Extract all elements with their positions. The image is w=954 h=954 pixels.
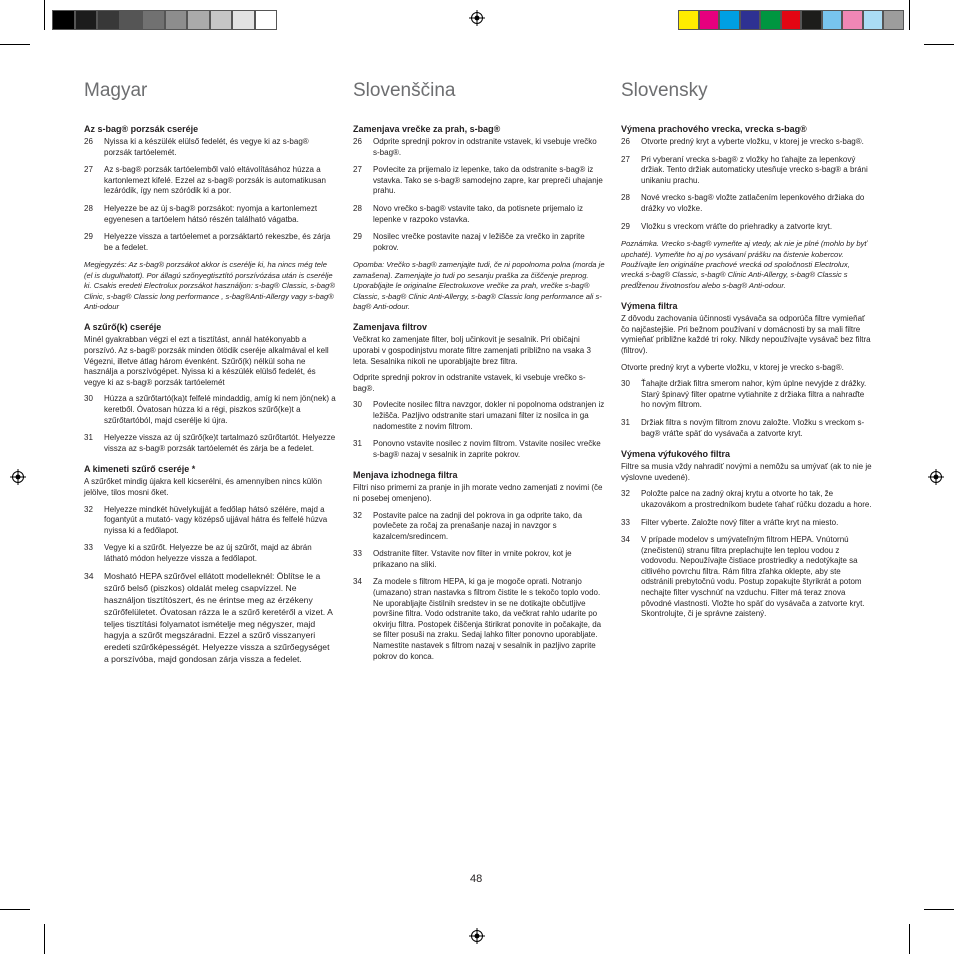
- step-text: Helyezze vissza a tartóelemet a porzsáktartó rekeszbe, és zárja be a fedelet.: [104, 232, 331, 252]
- step-item: [353, 232, 605, 253]
- step-text: Nové vrecko s-bag® vložte zatlačením lepenkového držiaka do drážky vo vložke.: [641, 193, 865, 213]
- color-swatch: [699, 10, 720, 30]
- step-number: 32: [353, 510, 362, 520]
- step-text: V prípade modelov s umývateľným filtrom HEPA. Vnútornú (znečistenú) stranu filtra preplachujte len teplou vodou z vodovodu. Nepoužívajte čistiace prostriedky a nedotýkajte sa citlivého povrchu filtra. Rám filtra zľahka oklepte, aby ste odstránili prebytočnú vodu. Postup zopakujte štyrikrát a potom nechajte filter vyschnúť na vzduchu. Filter má teraz znova pôvodné vlastnosti. Vložte ho späť do vysávača a zatvorte kryt. Skontrolujte, či je správne zaistený.: [641, 535, 865, 619]
- color-swatch: [678, 10, 699, 30]
- column-slovak: [621, 80, 873, 627]
- paragraph: Odprite sprednji pokrov in odstranite vstavek, ki vsebuje vrečko s-bag®.: [353, 373, 586, 393]
- step-number: 29: [621, 221, 630, 231]
- step-item: [84, 137, 336, 158]
- section-heading: A kimeneti szűrő cseréje *: [84, 464, 196, 475]
- step-text: Povlecite nosilec filtra navzgor, dokler ni popolnoma odstranjen iz ležišča. Pazljivo odstranite stari umazani filter iz nosilca in ga nadomestite z novim filtrom.: [373, 400, 605, 431]
- step-text: Helyezze vissza az új szűrő(ke)t tartalmazó szűrőtartót. Helyezze vissza az s-bag® porzsák tartóelemét és zárja be a fedelet.: [104, 433, 336, 453]
- step-number: 33: [84, 543, 93, 553]
- step-text: Helyezze mindkét hüvelykujját a fedőlap hátsó szélére, majd a fogantyút a mutató- vagy középső ujjával hátra és felfelé húzva nyissa ki a fedőlapot.: [104, 504, 328, 535]
- step-number: 30: [353, 400, 362, 410]
- step-number: 27: [621, 154, 630, 164]
- step-number: 34: [621, 535, 630, 545]
- step-item: [621, 489, 873, 510]
- step-item: [84, 505, 336, 537]
- step-text: Ťahajte držiak filtra smerom nahor, kým úplne nevyjde z drážky. Starý špinavý filter opatrne vytiahnite z držiaka filtra a nahraďte ho novým filtrom.: [641, 379, 867, 410]
- color-swatch: [97, 10, 120, 30]
- step-number: 26: [621, 137, 630, 146]
- step-text: Novo vrečko s-bag® vstavite tako, da potisnete prijemalo iz lepenke v razpoko vstavka.: [373, 203, 583, 224]
- step-number: 31: [621, 417, 630, 427]
- color-swatch: [52, 10, 75, 30]
- step-text: Otvorte predný kryt a vyberte vložku, v ktorej je vrecko s-bag®.: [641, 137, 864, 146]
- step-text: Nyissa ki a készülék elülső fedelét, és vegye ki az s-bag® porzsák tartóelemét.: [104, 137, 309, 157]
- step-text: Helyezze be az új s-bag® porzsákot: nyomja a kartonlemezt egyenesen a tartóelem hátsó részén található vágatba.: [104, 203, 318, 224]
- step-item: [621, 535, 873, 620]
- step-number: 31: [84, 433, 93, 443]
- step-text: Pri vyberaní vrecka s-bag® z vložky ho ťahajte za lepenkový držiak. Tento držiak automaticky utesňuje vrecko s-bag® a bráni unikaniu prachu.: [641, 154, 868, 185]
- step-item: [84, 543, 336, 564]
- registration-mark-icon: [469, 928, 485, 944]
- registration-mark-icon: [928, 469, 944, 485]
- color-swatch: [760, 10, 781, 30]
- crop-mark: [44, 924, 45, 954]
- step-text: Povlecite za prijemalo iz lepenke, tako da odstranite s-bag® iz vstavka. Tako se s-bag® samodejno zapre, kar prepreči uhajanje prahu.: [373, 165, 603, 196]
- section-heading: Menjava izhodnega filtra: [353, 470, 458, 481]
- step-item: [621, 418, 873, 439]
- step-text: Ponovno vstavite nosilec z novim filtrom. Vstavite nosilec vrečke s-bag® nazaj v sesalnik in zaprite pokrov.: [373, 439, 601, 459]
- section-heading: Az s-bag® porzsák cseréje: [84, 124, 199, 134]
- crop-mark: [924, 909, 954, 910]
- step-item: [621, 155, 873, 187]
- crop-mark: [0, 909, 30, 910]
- paragraph: Minél gyakrabban végzi el ezt a tisztítást, annál hatékonyabb a porszívó. Az s-bag® porzsák minden ötödik cseréje alkalmával el kell Végezni, illetve átlag három évenként. Szűrő(k) nélkül soha ne használja a porszívógépet. Nyissa ki a készülék elülső fedelét, és vegye ki az s-bag® porzsák tartóelemét: [84, 335, 329, 387]
- step-item: [353, 577, 605, 662]
- color-swatch: [863, 10, 884, 30]
- step-text: Mosható HEPA szűrővel ellátott modelleknél: Öblítse le a szűrő belső (piszkos) oldalát meleg csapvízzel. Ne használjon tisztítószert, és ne érintse meg az érzékeny szűrőfelületet. Óvatosan rázza le a szűrő keretéről a vizet. A teljes tisztítási folyamatot ismételje meg négyszer, majd hagyja a szűrőt megszáradni. Ezzel a szűrő visszanyeri eredeti szűrőképességét. Helyezze vissza a szűrőegységet a porszívóba, majd gondosan zárja vissza a fedelet.: [104, 571, 333, 665]
- crop-mark: [909, 924, 910, 954]
- step-number: 33: [621, 517, 630, 527]
- column-hungarian: [84, 80, 336, 673]
- section-heading: Výmena filtra: [621, 301, 678, 312]
- step-number: 28: [84, 203, 93, 213]
- step-number: 26: [84, 137, 93, 146]
- note-text: Poznámka. Vrecko s-bag® vymeňte aj vtedy, ak nie je plné (mohlo by byť upchaté). Vymeňte ho aj po vysávaní prášku na čistenie kobercov. Používajte len originálne prachové vrecká od spoločnosti Electrolux, vrecká s-bag® Classic, s-bag® Clinic Anti-Allergy, s-bag® Classic s predĺženou životnosťou alebo s-bag® Anti-odour.: [621, 239, 868, 290]
- step-item: [84, 165, 336, 197]
- step-text: Nosilec vrečke postavite nazaj v ležišče za vrečko in zaprite pokrov.: [373, 232, 585, 252]
- color-swatch: [883, 10, 904, 30]
- crop-mark: [909, 0, 910, 30]
- step-item: [353, 439, 605, 460]
- step-text: Vegye ki a szűrőt. Helyezze be az új szűrőt, majd az ábrán látható módon helyezze vissza a fedőlapot.: [104, 543, 312, 563]
- language-heading: Magyar: [84, 80, 148, 101]
- color-swatch: [75, 10, 98, 30]
- step-number: 28: [621, 193, 630, 203]
- color-swatch: [719, 10, 740, 30]
- step-item: [84, 394, 336, 426]
- paragraph: Otvorte predný kryt a vyberte vložku, v ktorej je vrecko s-bag®.: [621, 362, 844, 372]
- step-number: 29: [84, 232, 93, 242]
- color-swatch: [740, 10, 761, 30]
- crop-mark: [924, 44, 954, 45]
- step-number: 30: [621, 379, 630, 389]
- paragraph: A szűrőket mindig újakra kell kicserélni, és amennyiben nincs külön jelölve, tilos mosni őket.: [84, 477, 322, 497]
- step-item: [621, 137, 873, 148]
- crop-mark: [0, 44, 30, 45]
- color-swatch: [255, 10, 278, 30]
- step-text: Odstranite filter. Vstavite nov filter in vrnite pokrov, kot je prikazano na sliki.: [373, 549, 572, 569]
- step-item: [353, 137, 605, 158]
- step-number: 29: [353, 232, 362, 242]
- language-heading: Slovenščina: [353, 80, 456, 101]
- color-swatch: [165, 10, 188, 30]
- step-number: 32: [621, 489, 630, 499]
- step-number: 26: [353, 137, 362, 146]
- step-number: 33: [353, 549, 362, 559]
- step-item: [353, 165, 605, 197]
- section-heading: A szűrő(k) cseréje: [84, 322, 162, 333]
- step-item: [621, 518, 873, 529]
- step-text: Odprite sprednji pokrov in odstranite vstavek, ki vsebuje vrečko s-bag®.: [373, 137, 597, 157]
- page-number: 48: [470, 873, 483, 885]
- step-text: Filter vyberte. Založte nový filter a vráťte kryt na miesto.: [641, 517, 839, 527]
- note-text: Megjegyzés: Az s-bag® porzsákot akkor is cserélje ki, ha nincs még tele (el is dugulhatott). Por állagú szőnyegtisztító porszívózása után is cserélje ki. Csakis eredeti Electrolux porzsákot használjon: s-bag® Classic, s-bag® Clinic, s-bag® Classic long performance , s-bag®Anti-Allergy vagy s-bag® Anti-odour: [84, 260, 335, 311]
- registration-mark-icon: [469, 10, 485, 26]
- color-swatch: [142, 10, 165, 30]
- step-item: [621, 222, 873, 233]
- crop-mark: [44, 0, 45, 30]
- step-text: Položte palce na zadný okraj krytu a otvorte ho tak, že ukazovákom a prostredníkom budete ťahať rúčku dozadu a hore.: [641, 489, 872, 509]
- step-number: 31: [353, 439, 362, 449]
- step-text: Postavite palce na zadnji del pokrova in ga odprite tako, da povlečete za ročaj za prenašanje nazaj in navzgor s kazalcem/sredincem.: [373, 510, 583, 541]
- paragraph: Filtri niso primerni za pranje in jih morate vedno zamenjati z novimi (če ni posebej omenjeno).: [353, 483, 603, 503]
- language-heading: Slovensky: [621, 80, 708, 101]
- step-number: 27: [353, 165, 362, 175]
- step-item: [84, 204, 336, 225]
- step-number: 28: [353, 203, 362, 213]
- paragraph: Večkrat ko zamenjate filter, bolj učinkovit je sesalnik. Pri običajni uporabi v gospodinjstvu morate filtre zamenjati približno na vsaka 3 leta. Sesalnika nikoli ne uporabljajte brez filtra.: [353, 335, 591, 366]
- step-number: 34: [353, 577, 362, 587]
- color-swatch: [232, 10, 255, 30]
- paragraph: Z dôvodu zachovania účinnosti vysávača sa odporúča filtre vymieňať čo najčastejšie. Pri bežnom používaní v domácnosti by sa mali filtre vymieňať približne každé tri roky. Nikdy nepoužívajte vysávač bez filtra (filtrov).: [621, 314, 871, 355]
- step-item: [84, 571, 336, 665]
- step-text: Húzza a szűrőtartó(ka)t felfelé mindaddig, amíg ki nem jön(nek) a keretből. Óvatosan húzza ki a régi, piszkos szűrő(ke)t a szűrőtartóból, majd cserélje ki újra.: [104, 394, 336, 425]
- color-swatch: [781, 10, 802, 30]
- paragraph: Filtre sa musia vždy nahradiť novými a nemôžu sa umývať (ak to nie je výslovne uvedené).: [621, 462, 872, 482]
- column-slovenian: [353, 80, 605, 669]
- registration-mark-icon: [10, 469, 26, 485]
- step-item: [353, 204, 605, 225]
- step-item: [353, 400, 605, 432]
- color-swatch: [187, 10, 210, 30]
- color-swatch: [822, 10, 843, 30]
- step-text: Vložku s vreckom vráťte do priehradky a zatvorte kryt.: [641, 221, 833, 231]
- section-heading: Výmena výfukového filtra: [621, 449, 731, 460]
- section-heading: Zamenjava filtrov: [353, 322, 428, 333]
- color-swatch: [842, 10, 863, 30]
- step-text: Za modele s filtrom HEPA, ki ga je mogoče oprati. Notranjo (umazano) stran nastavka s filtrom čistite le s tekočo toplo vodo. Ne uporabljajte čistilnih sredstev in se ne dotikajte občutljive površine filtra. Vodo odstranite tako, da večkrat rahlo udarite po okvirju filtra. Postopek čiščenja štirikrat ponovite in počakajte, da se filter posuši na zraku. Sedaj lahko filter ponovno uporabljate. Namestite nastavek s filtrom nazaj v sesalnik in pazljivo zaprite pokrov do konca.: [373, 577, 602, 661]
- step-text: Držiak filtra s novým filtrom znovu založte. Vložku s vreckom s-bag® vráťte späť do vysávača a zatvorte kryt.: [641, 417, 865, 438]
- note-text: Opomba: Vrečko s-bag® zamenjajte tudi, če ni popolnoma polna (morda je zamašena). Zamenjajte jo tudi po sesanju praška za čiščenje preprog. Uporabljajte le originalne Electroluxove vrečke za prah, vrečke s-bag® Classic, s-bag® Clinic Anti-Allergy, s-bag® Classic long performance ali s-bag® Anti-odour.: [353, 260, 605, 311]
- step-item: [84, 433, 336, 454]
- step-item: [353, 549, 605, 570]
- section-heading: Výmena prachového vrecka, vrecka s-bag®: [621, 124, 807, 134]
- color-swatch: [210, 10, 233, 30]
- step-number: 30: [84, 394, 93, 404]
- step-number: 32: [84, 504, 93, 514]
- color-swatch: [120, 10, 143, 30]
- color-swatch: [801, 10, 822, 30]
- step-item: [84, 232, 336, 253]
- section-heading: Zamenjava vrečke za prah, s-bag®: [353, 124, 501, 134]
- step-number: 27: [84, 165, 93, 175]
- step-item: [353, 511, 605, 543]
- step-number: 34: [84, 571, 94, 582]
- step-text: Az s-bag® porzsák tartóelemből való eltávolításához húzza a kartonlemezt kifelé. Ezzel az s-bag® porzsák is automatikusan lezáródik, így nem szóródik ki a por.: [104, 165, 326, 196]
- step-item: [621, 193, 873, 214]
- step-item: [621, 379, 873, 411]
